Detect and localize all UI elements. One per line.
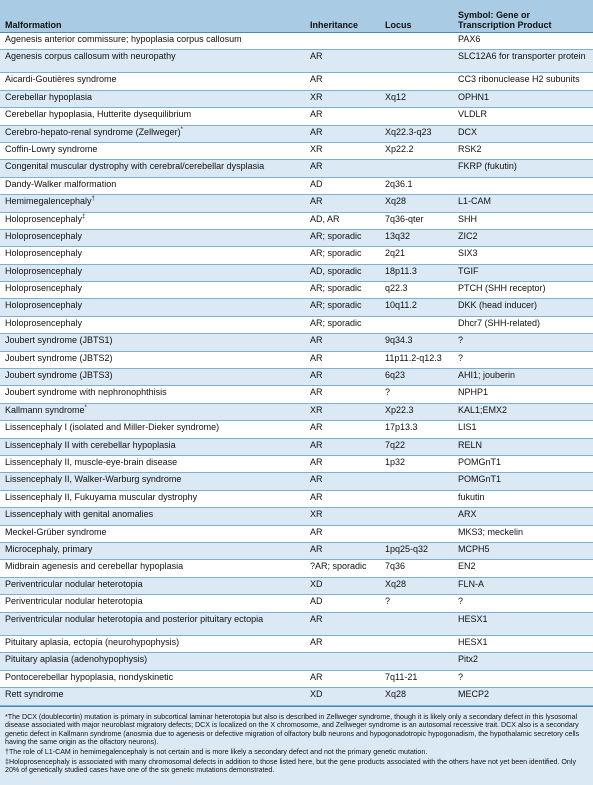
- malformation-cell: [0, 142, 305, 159]
- product-cell: L1-CAM: [453, 195, 593, 212]
- malformation-cell: [0, 90, 305, 107]
- product-cell: HESX1: [453, 636, 593, 653]
- locus-cell: 7q22: [380, 438, 453, 455]
- product-cell: KAL1;EMX2: [453, 403, 593, 420]
- malformation-cell: [0, 438, 305, 455]
- product-cell: [453, 177, 593, 194]
- locus-cell: [380, 49, 453, 73]
- footnote-marker: *: [84, 404, 87, 411]
- table-row: [0, 73, 593, 90]
- malformation-cell: [0, 32, 305, 49]
- malformation-cell: [0, 490, 305, 507]
- locus-cell: 7q36-qter: [380, 212, 453, 229]
- product-cell: CC3 ribonuclease H2 subunits: [453, 73, 593, 90]
- malformation-name: Aicardi-Goutières syndrome: [5, 74, 117, 85]
- inheritance-cell: AR: [305, 490, 380, 507]
- malformation-name: Dandy-Walker malformation: [5, 178, 117, 189]
- locus-cell: [380, 525, 453, 542]
- locus-cell: Xp22.3: [380, 403, 453, 420]
- product-cell: SIX3: [453, 247, 593, 264]
- inheritance-cell: [305, 653, 380, 670]
- malformation-name: Periventricular nodular heterotopia: [5, 578, 143, 589]
- locus-cell: 11p11.2-q12.3: [380, 351, 453, 368]
- locus-cell: 17p13.3: [380, 421, 453, 438]
- product-cell: LIS1: [453, 421, 593, 438]
- table-row: [0, 195, 593, 212]
- malformation-cell: [0, 195, 305, 212]
- malformation-name: Holoprosencephaly: [5, 283, 83, 294]
- inheritance-cell: AR: [305, 108, 380, 125]
- malformation-cell: [0, 264, 305, 281]
- table-row: [0, 125, 593, 142]
- header-product: Symbol: Gene or Transcription Product: [453, 0, 593, 32]
- product-cell: SHH: [453, 212, 593, 229]
- inheritance-cell: XR: [305, 403, 380, 420]
- malformation-name: Agenesis anterior commissure; hypoplasia corpus callosum: [5, 33, 242, 44]
- table-row: [0, 688, 593, 705]
- product-cell: FKRP (fukutin): [453, 160, 593, 177]
- locus-cell: [380, 612, 453, 636]
- table-row: [0, 542, 593, 559]
- table-row: [0, 264, 593, 281]
- locus-cell: Xq28: [380, 577, 453, 594]
- inheritance-cell: AR; sporadic: [305, 316, 380, 333]
- table-row: [0, 490, 593, 507]
- inheritance-cell: AR; sporadic: [305, 229, 380, 246]
- inheritance-cell: AR: [305, 438, 380, 455]
- table-body: [0, 32, 593, 705]
- product-cell: MECP2: [453, 688, 593, 705]
- inheritance-cell: AR: [305, 421, 380, 438]
- table-row: [0, 508, 593, 525]
- footnote-marker: *: [180, 126, 183, 133]
- malformation-cell: [0, 247, 305, 264]
- malformation-cell: [0, 108, 305, 125]
- malformation-cell: [0, 577, 305, 594]
- locus-cell: [380, 636, 453, 653]
- table-row: [0, 612, 593, 636]
- malformation-name: Coffin-Lowry syndrome: [5, 143, 98, 154]
- malformation-cell: [0, 369, 305, 386]
- product-cell: NPHP1: [453, 386, 593, 403]
- product-cell: ARX: [453, 508, 593, 525]
- malformation-cell: [0, 688, 305, 705]
- table-row: [0, 32, 593, 49]
- header-locus: Locus: [380, 0, 453, 32]
- locus-cell: [380, 473, 453, 490]
- table-row: [0, 369, 593, 386]
- product-cell: AHI1; jouberin: [453, 369, 593, 386]
- product-cell: ?: [453, 351, 593, 368]
- header-row: [0, 0, 593, 32]
- locus-cell: 10q11.2: [380, 299, 453, 316]
- table-row: [0, 247, 593, 264]
- product-cell: TGIF: [453, 264, 593, 281]
- locus-cell: ?: [380, 595, 453, 612]
- malformation-name: Joubert syndrome (JBTS1): [5, 335, 113, 346]
- footnotes: [0, 706, 593, 785]
- table-row: [0, 670, 593, 687]
- locus-cell: [380, 490, 453, 507]
- locus-cell: 7q11-21: [380, 670, 453, 687]
- locus-cell: 6q23: [380, 369, 453, 386]
- table-row: [0, 653, 593, 670]
- malformation-cell: [0, 49, 305, 73]
- table-row: [0, 160, 593, 177]
- table-row: [0, 577, 593, 594]
- footnote: *The DCX (doublecortin) mutation is primary in subcortical laminar heterotopia but also is described in Zellweger syndrome, though it is likely only a secondary defect in this lysosomal disease associated with major neuroblast migratory defects; DCX is localized on the X chromosome, and Zellweger syndrome is an autosomal recessive trait. DCX also is a secondary genetic defect in Kallmann syndrome (anosmia due to agenesis or defective migration of olfactory bulb neurons and hypogonadotropic hypogonadism, the hypothalamic secretory cells having the same origin as the olfactory neurons).: [5, 712, 580, 747]
- inheritance-cell: AR: [305, 473, 380, 490]
- malformation-cell: [0, 595, 305, 612]
- inheritance-cell: AD: [305, 177, 380, 194]
- locus-cell: 1p32: [380, 455, 453, 472]
- malformation-name: Joubert syndrome (JBTS2): [5, 352, 113, 363]
- malformation-cell: [0, 542, 305, 559]
- locus-cell: 9q34.3: [380, 334, 453, 351]
- inheritance-cell: AR: [305, 49, 380, 73]
- inheritance-cell: AR: [305, 542, 380, 559]
- product-cell: PTCH (SHH receptor): [453, 282, 593, 299]
- inheritance-cell: AR: [305, 160, 380, 177]
- locus-cell: [380, 508, 453, 525]
- product-cell: PAX6: [453, 32, 593, 49]
- table-header: [0, 0, 593, 32]
- product-cell: Pitx2: [453, 653, 593, 670]
- product-cell: SLC12A6 for transporter protein: [453, 49, 593, 73]
- malformation-name: Midbrain agenesis and cerebellar hypoplasia: [5, 561, 184, 572]
- inheritance-cell: AR: [305, 636, 380, 653]
- malformation-name: Cerebro-hepato-renal syndrome (Zellweger): [5, 126, 181, 137]
- malformation-cell: [0, 560, 305, 577]
- table-row: [0, 90, 593, 107]
- table-row: [0, 421, 593, 438]
- table-row: [0, 595, 593, 612]
- locus-cell: 1pq25-q32: [380, 542, 453, 559]
- malformation-name: Cerebellar hypoplasia: [5, 91, 93, 102]
- malformation-name: Meckel-Grüber syndrome: [5, 526, 107, 537]
- locus-cell: [380, 160, 453, 177]
- inheritance-cell: AR; sporadic: [305, 299, 380, 316]
- malformation-cell: [0, 670, 305, 687]
- table-row: [0, 560, 593, 577]
- header-malformation: Malformation: [0, 0, 305, 32]
- malformation-name: Holoprosencephaly: [5, 300, 83, 311]
- inheritance-cell: AR; sporadic: [305, 282, 380, 299]
- product-cell: DCX: [453, 125, 593, 142]
- malformation-cell: [0, 316, 305, 333]
- locus-cell: Xq28: [380, 195, 453, 212]
- table-row: [0, 316, 593, 333]
- malformation-cell: [0, 212, 305, 229]
- malformation-cell: [0, 334, 305, 351]
- inheritance-cell: AR: [305, 369, 380, 386]
- locus-cell: Xq22.3-q23: [380, 125, 453, 142]
- locus-cell: 18p11.3: [380, 264, 453, 281]
- product-cell: ?: [453, 670, 593, 687]
- locus-cell: [380, 32, 453, 49]
- malformation-name: Lissencephaly II with cerebellar hypoplasia: [5, 439, 176, 450]
- inheritance-cell: AD, AR: [305, 212, 380, 229]
- table-row: [0, 49, 593, 73]
- malformation-cell: [0, 455, 305, 472]
- inheritance-cell: AR; sporadic: [305, 247, 380, 264]
- inheritance-cell: AR: [305, 334, 380, 351]
- locus-cell: Xq12: [380, 90, 453, 107]
- malformation-name: Lissencephaly II, Fukuyama muscular dystrophy: [5, 491, 198, 502]
- malformation-name: Holoprosencephaly: [5, 213, 83, 224]
- inheritance-cell: XR: [305, 142, 380, 159]
- inheritance-cell: AR: [305, 351, 380, 368]
- inheritance-cell: XD: [305, 688, 380, 705]
- malformation-name: Lissencephaly II, Walker-Warburg syndrome: [5, 474, 182, 485]
- product-cell: ?: [453, 334, 593, 351]
- malformation-name: Joubert syndrome (JBTS3): [5, 370, 113, 381]
- product-cell: HESX1: [453, 612, 593, 636]
- malformation-name: Congenital muscular dystrophy with cerebral/cerebellar dysplasia: [5, 161, 265, 172]
- product-cell: FLN-A: [453, 577, 593, 594]
- malformation-cell: [0, 403, 305, 420]
- inheritance-cell: ?AR; sporadic: [305, 560, 380, 577]
- product-cell: ZIC2: [453, 229, 593, 246]
- locus-cell: [380, 108, 453, 125]
- inheritance-cell: [305, 32, 380, 49]
- malformation-cell: [0, 229, 305, 246]
- malformation-name: Agenesis corpus callosum with neuropathy: [5, 50, 176, 61]
- malformation-name: Pituitary aplasia, ectopia (neurohypophysis): [5, 637, 180, 647]
- table-row: [0, 525, 593, 542]
- inheritance-cell: AR: [305, 670, 380, 687]
- malformation-cell: [0, 508, 305, 525]
- inheritance-cell: AR: [305, 525, 380, 542]
- malformation-name: Pontocerebellar hypoplasia, nondyskinetic: [5, 671, 174, 682]
- malformation-cell: [0, 653, 305, 670]
- malformation-cell: [0, 299, 305, 316]
- footnote-marker: †: [91, 196, 95, 203]
- product-cell: OPHN1: [453, 90, 593, 107]
- malformation-name: Holoprosencephaly: [5, 248, 83, 259]
- locus-cell: [380, 316, 453, 333]
- malformation-cell: [0, 351, 305, 368]
- malformation-name: Holoprosencephaly: [5, 265, 83, 276]
- inheritance-cell: AR: [305, 73, 380, 90]
- locus-cell: [380, 653, 453, 670]
- footnote: ‡Holoprosencephaly is associated with many chromosomal defects in addition to those listed here, but the gene products associated with the others have not yet been identified. Only 20% of genetically studied cases have one of the six genetic mutations demonstrated.: [5, 757, 576, 775]
- product-cell: DKK (head inducer): [453, 299, 593, 316]
- malformation-cell: [0, 160, 305, 177]
- malformation-cell: [0, 612, 305, 636]
- table-row: [0, 636, 593, 653]
- inheritance-cell: XR: [305, 90, 380, 107]
- locus-cell: Xq28: [380, 688, 453, 705]
- malformation-name: Lissencephaly I (isolated and Miller-Dieker syndrome): [5, 422, 220, 433]
- malformation-name: Lissencephaly with genital anomalies: [5, 509, 154, 520]
- malformation-name: Kallmann syndrome: [5, 404, 85, 415]
- malformation-cell: [0, 421, 305, 438]
- malformation-name: Lissencephaly II, muscle-eye-brain disease: [5, 456, 178, 467]
- product-cell: Dhcr7 (SHH-related): [453, 316, 593, 333]
- locus-cell: Xp22.2: [380, 142, 453, 159]
- table-row: [0, 212, 593, 229]
- product-cell: POMGnT1: [453, 473, 593, 490]
- malformation-name: Microcephaly, primary: [5, 543, 93, 554]
- table-row: [0, 403, 593, 420]
- inheritance-cell: AR: [305, 612, 380, 636]
- malformation-name: Holoprosencephaly: [5, 230, 83, 241]
- product-cell: VLDLR: [453, 108, 593, 125]
- table-row: [0, 108, 593, 125]
- table-row: [0, 177, 593, 194]
- footnote-marker: ‡: [82, 213, 86, 220]
- locus-cell: [380, 73, 453, 90]
- table-row: [0, 229, 593, 246]
- table-row: [0, 142, 593, 159]
- malformation-name: Periventricular nodular heterotopia: [5, 596, 143, 607]
- product-cell: MCPH5: [453, 542, 593, 559]
- malformation-cell: [0, 282, 305, 299]
- locus-cell: 7q36: [380, 560, 453, 577]
- malformation-name: Hemimegalencephaly: [5, 196, 92, 207]
- product-cell: ?: [453, 595, 593, 612]
- malformation-cell: [0, 125, 305, 142]
- inheritance-cell: AD: [305, 595, 380, 612]
- footnote: †The role of L1-CAM in hemimegalencephaly is not certain and is more likely a secondary defect and not the primary genetic mutation.: [5, 747, 428, 756]
- malformation-name: Joubert syndrome with nephronophthisis: [5, 387, 167, 398]
- malformation-name: Pituitary aplasia (adenohypophysis): [5, 654, 148, 665]
- malformation-name: Rett syndrome: [5, 689, 64, 700]
- product-cell: fukutin: [453, 490, 593, 507]
- malformation-cell: [0, 473, 305, 490]
- table-row: [0, 438, 593, 455]
- malformation-cell: [0, 525, 305, 542]
- malformation-name: Cerebellar hypoplasia, Hutterite dysequilibrium: [5, 109, 192, 120]
- table-row: [0, 455, 593, 472]
- inheritance-cell: AR: [305, 455, 380, 472]
- product-cell: RSK2: [453, 142, 593, 159]
- inheritance-cell: XR: [305, 508, 380, 525]
- table-row: [0, 386, 593, 403]
- inheritance-cell: AR: [305, 125, 380, 142]
- table-row: [0, 473, 593, 490]
- product-cell: RELN: [453, 438, 593, 455]
- malformation-cell: [0, 73, 305, 90]
- locus-cell: ?: [380, 386, 453, 403]
- malformation-cell: [0, 636, 305, 653]
- malformation-cell: [0, 386, 305, 403]
- table-row: [0, 334, 593, 351]
- locus-cell: 2q36.1: [380, 177, 453, 194]
- table-row: [0, 299, 593, 316]
- locus-cell: q22.3: [380, 282, 453, 299]
- table-row: [0, 351, 593, 368]
- inheritance-cell: AR: [305, 386, 380, 403]
- locus-cell: 13q32: [380, 229, 453, 246]
- malformation-name: Periventricular nodular heterotopia and posterior pituitary ectopia: [5, 613, 264, 624]
- locus-cell: 2q21: [380, 247, 453, 264]
- malformation-cell: [0, 177, 305, 194]
- inheritance-cell: XD: [305, 577, 380, 594]
- product-cell: POMGnT1: [453, 455, 593, 472]
- inheritance-cell: AD, sporadic: [305, 264, 380, 281]
- product-cell: MKS3; meckelin: [453, 525, 593, 542]
- table-row: [0, 282, 593, 299]
- header-inheritance: Inheritance: [305, 0, 380, 32]
- product-cell: EN2: [453, 560, 593, 577]
- malformation-name: Holoprosencephaly: [5, 317, 83, 328]
- inheritance-cell: AR: [305, 195, 380, 212]
